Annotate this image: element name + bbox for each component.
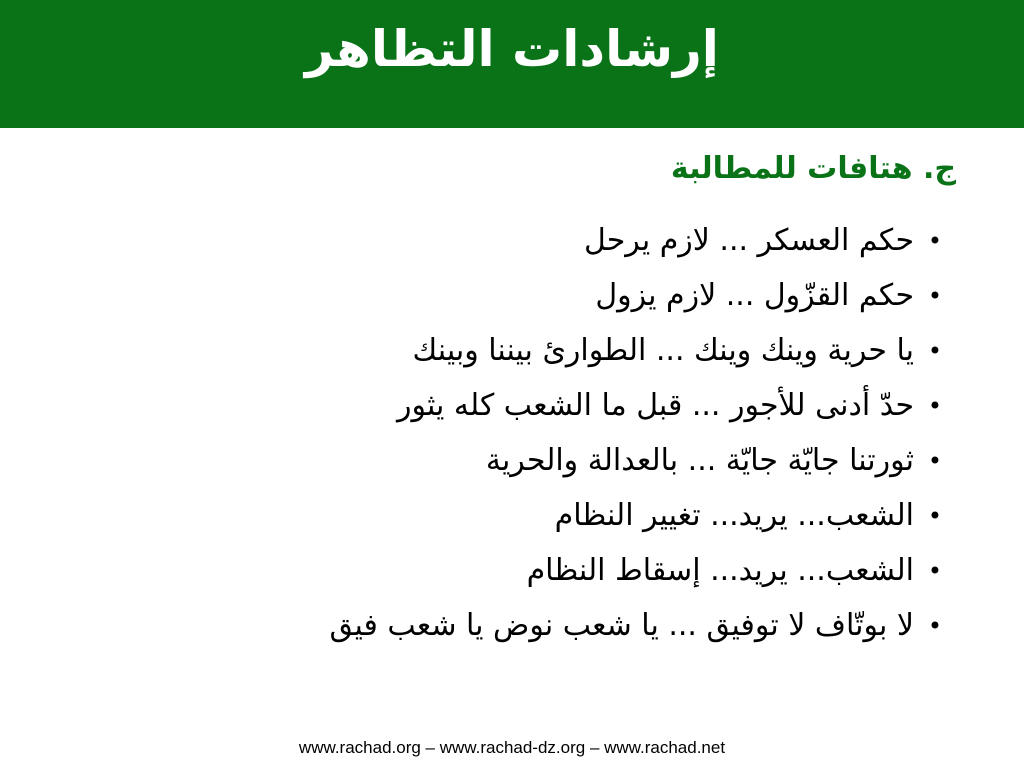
slide-title: إرشادات التظاهر	[305, 20, 719, 78]
list-item	[329, 220, 942, 275]
list-item	[329, 495, 942, 550]
list-item	[329, 440, 942, 495]
footer-links: www.rachad.org – www.rachad-dz.org – www.rachad.net	[298, 738, 726, 757]
bullet-icon: •	[927, 612, 942, 640]
list-item-text: الشعب... يريد... إسقاط النظام	[526, 553, 914, 588]
bullet-icon: •	[927, 282, 942, 310]
list-item-text: الشعب... يريد... تغيير النظام	[554, 498, 914, 533]
list-item-text: لا بوتّاف لا توفيق ... يا شعب نوض يا شعب فيق	[329, 608, 914, 643]
slogan-list	[329, 220, 942, 660]
bullet-icon: •	[927, 337, 942, 365]
list-item	[329, 605, 942, 660]
bullet-icon: •	[927, 557, 942, 585]
list-item-text: حكم العسكر ... لازم يرحل	[584, 223, 914, 258]
bullet-icon: •	[927, 502, 942, 530]
list-item	[329, 550, 942, 605]
list-item-text: حدّ أدنى للأجور ... قبل ما الشعب كله يثور	[397, 388, 914, 423]
list-item	[329, 330, 942, 385]
bullet-icon: •	[927, 227, 942, 255]
list-item	[329, 385, 942, 440]
title-bar	[0, 0, 1024, 128]
section-subheading: ج. هتافات للمطالبة	[670, 151, 956, 186]
list-item-text: ثورتنا جايّة جايّة ... بالعدالة والحرية	[485, 443, 914, 478]
bullet-icon: •	[927, 392, 942, 420]
list-item-text: حكم القزّول ... لازم يزول	[595, 278, 914, 313]
list-item-text: يا حرية وينك وينك ... الطوارئ بيننا وبينك	[412, 333, 914, 368]
list-item	[329, 275, 942, 330]
bullet-icon: •	[927, 447, 942, 475]
